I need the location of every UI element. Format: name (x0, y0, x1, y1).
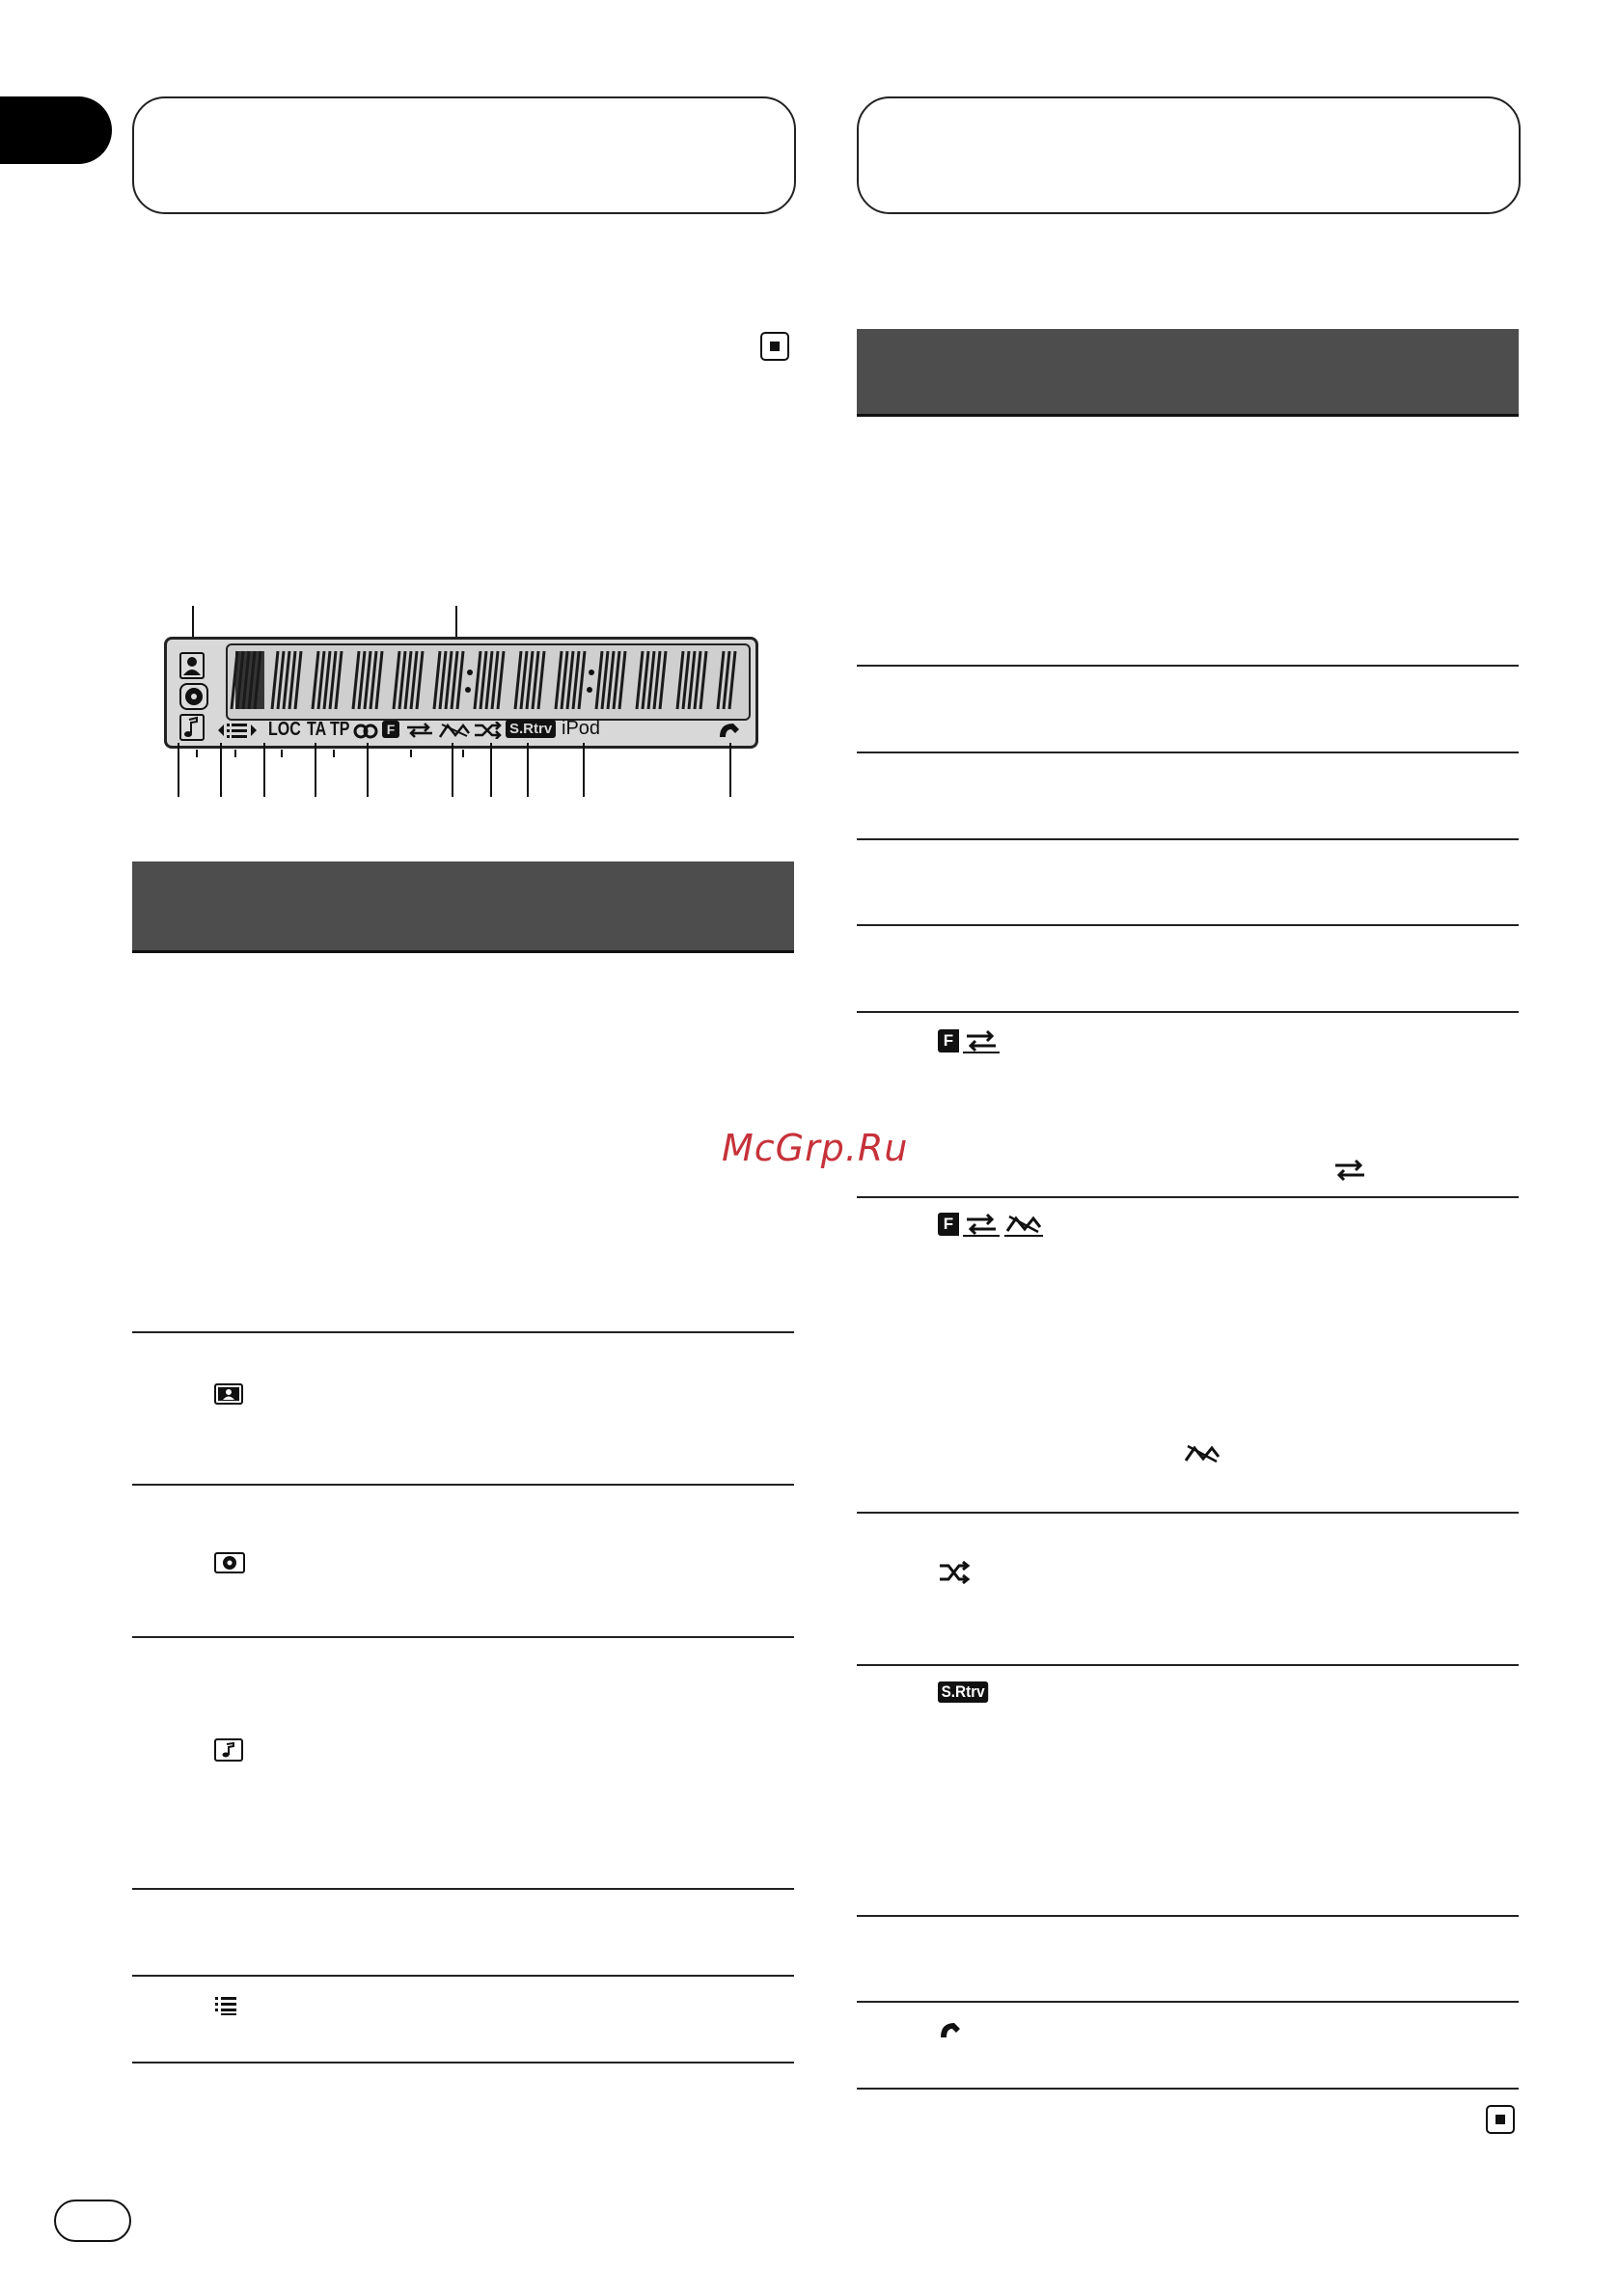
left-header-box (132, 96, 796, 214)
right-header-box (857, 96, 1521, 214)
repeat-off-icon (438, 722, 471, 744)
person-icon (214, 1383, 243, 1405)
repeat-off-icon (1004, 1212, 1043, 1237)
disc-icon (179, 683, 208, 710)
callout-ticks (193, 745, 579, 752)
page-number-pill (54, 2200, 131, 2242)
row-divider (857, 665, 1519, 667)
shuffle-icon (938, 1561, 973, 1589)
row-divider (857, 838, 1519, 840)
stop-icon (760, 332, 789, 361)
row-divider (857, 1011, 1519, 1013)
disc-icon (214, 1552, 245, 1573)
folder-repeat-indicator (938, 1028, 1000, 1057)
row-divider (132, 1975, 794, 1977)
callout-line (583, 743, 585, 797)
srtrv-badge: S.Rtrv (506, 720, 556, 738)
srtrv-badge: S.Rtrv (938, 1681, 988, 1703)
repeat-icon (403, 722, 436, 744)
row-divider (132, 2062, 794, 2064)
repeat-icon (1331, 1158, 1368, 1188)
repeat-off-icon (1183, 1441, 1221, 1471)
loc-indicator: LOC (268, 719, 301, 740)
stop-icon (1486, 2105, 1515, 2134)
folder-badge: F (382, 721, 399, 738)
row-divider (857, 1664, 1519, 1666)
row-divider (857, 2088, 1519, 2090)
row-divider (132, 1331, 794, 1333)
row-divider (857, 1915, 1519, 1917)
callout-line (729, 743, 731, 797)
person-icon (179, 652, 205, 679)
tp-indicator: TP (330, 719, 350, 740)
stereo-icon (353, 724, 378, 744)
repeat-icon (963, 1028, 1000, 1053)
row-divider (857, 1512, 1519, 1514)
list-icon (216, 721, 259, 745)
row-divider (132, 1888, 794, 1890)
row-divider (857, 752, 1519, 753)
row-divider (132, 1484, 794, 1486)
folder-badge: F (938, 1029, 959, 1052)
row-divider (857, 1196, 1519, 1198)
left-table-header (132, 861, 794, 953)
phone-icon (716, 720, 743, 746)
dot-matrix-characters (228, 645, 749, 719)
folder-repeat-off-indicator (938, 1212, 1043, 1241)
watermark-text: McGrp.Ru (722, 1127, 909, 1169)
music-note-icon (179, 714, 205, 741)
shuffle-icon (473, 722, 504, 744)
folder-badge: F (938, 1213, 959, 1236)
ta-indicator: TA (307, 719, 327, 740)
row-divider (857, 924, 1519, 926)
phone-icon (938, 2018, 965, 2046)
right-table-header (857, 329, 1519, 417)
list-icon (214, 1995, 239, 2021)
lcd-dot-matrix (226, 643, 751, 721)
chapter-tab (0, 96, 112, 164)
row-divider (857, 2001, 1519, 2003)
repeat-icon (963, 1212, 1000, 1237)
row-divider (132, 1636, 794, 1638)
callout-line (178, 743, 179, 797)
ipod-indicator: iPod (562, 718, 601, 739)
music-note-icon (214, 1738, 243, 1762)
